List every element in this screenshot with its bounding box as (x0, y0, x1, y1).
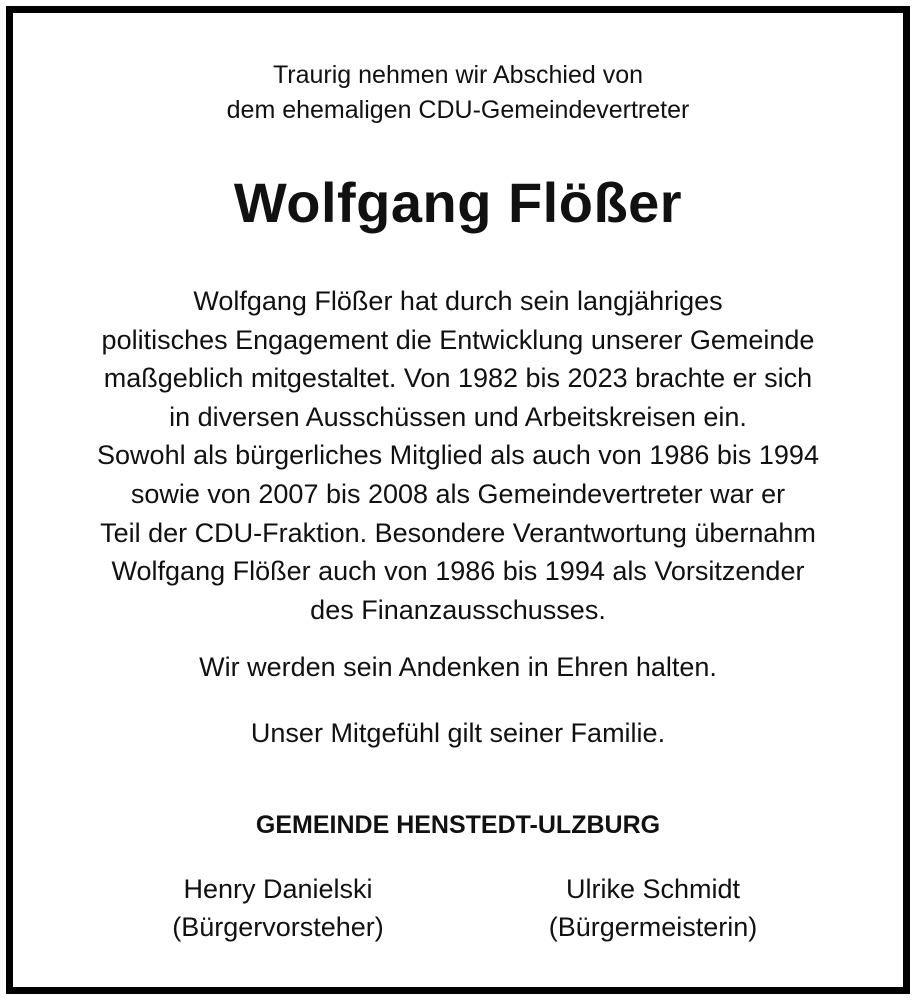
closing-remembrance: Wir werden sein Andenken in Ehren halten. (199, 652, 717, 682)
signatory-right (473, 870, 833, 946)
deceased-name: Wolfgang Flößer (233, 171, 683, 234)
tribute-line: Teil der CDU-Fraktion. Besondere Verantwortung übernahm (100, 517, 816, 548)
intro-line: Traurig nehmen wir Abschied von (272, 61, 644, 89)
tribute-line: maßgeblich mitgestaltet. Von 1982 bis 2023 brachte er sich (103, 363, 813, 394)
tribute-line: Wolfgang Flößer auch von 1986 bis 1994 als Vorsitzender (111, 556, 805, 587)
intro-text (0, 58, 916, 128)
tribute-line: Sowohl als bürgerliches Mitglied als auch von 1986 bis 1994 (97, 440, 819, 471)
intro-line: dem ehemaligen CDU-Gemeindevertreter (226, 96, 690, 124)
tribute-line: in diversen Ausschüssen und Arbeitskreisen ein. (169, 401, 747, 432)
tribute-line: Wolfgang Flößer hat durch sein langjähriges (193, 286, 723, 316)
signatory-left (98, 870, 458, 946)
tribute-line: des Finanzausschusses. (310, 594, 606, 625)
closing-condolence: Unser Mitgefühl gilt seiner Familie. (250, 718, 666, 748)
tribute-line: sowie von 2007 bis 2008 als Gemeindevertreter war er (130, 478, 786, 509)
signatory-name: Henry Danielski (183, 874, 373, 904)
signatory-role: (Bürgervorsteher) (172, 912, 384, 942)
signatory-name: Ulrike Schmidt (565, 874, 741, 904)
signatory-role: (Bürgermeisterin) (548, 912, 758, 942)
tribute-line: politisches Engagement die Entwicklung unserer Gemeinde (101, 324, 815, 355)
organization-name: GEMEINDE HENSTEDT-ULZBURG (255, 811, 661, 839)
tribute-text (0, 282, 916, 629)
